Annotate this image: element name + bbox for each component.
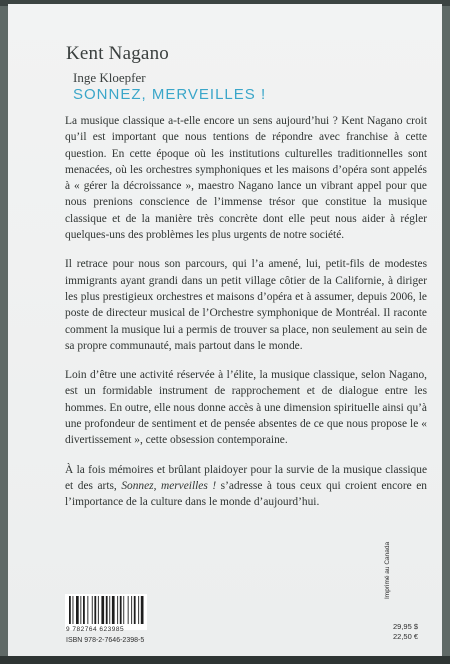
isbn-number: ISBN 978-2-7646-2398-5 [66, 637, 145, 644]
printed-in-label: Imprimé au Canada [384, 541, 391, 599]
blurb-paragraph-2: Il retrace pour nous son parcours, qui l’a amené, lui, petit-fils de modestes immigrants ayant grandi dans un petit village côtier de la Californie, à diriger les plus prestigieux orchestres et maisons d’opéra et à assumer, depuis 2006, le poste de directeur musical de l’Orchestre symphonique de Montréal. Il raconte comment la musique lui a permis de trouver sa place, non seulement au sein de sa propre communauté, mais partout dans le monde. [65, 258, 427, 352]
blurb-text [65, 113, 427, 511]
price-cad: 29,95 $ [393, 622, 419, 631]
bottom-edge [0, 656, 450, 664]
book-back-cover [8, 4, 442, 658]
blurb-paragraph-4 [65, 462, 427, 511]
barcode [65, 594, 147, 630]
blurb-paragraph-1: La musique classique a-t-elle encore un sens aujourd’hui ? Kent Nagano croit qu’il est important que nous tentions de répondre avec franchise à cette question. En cette époque où les institutions culturelles traditionnelles sont menacées, où les orchestres symphoniques et les maisons d’opéra sont appelés à « gérer la décroissance », maestro Nagano lance un vibrant appel pour que nous prenions conscience de l’immense trésor que constitue la musique classique et de la manière très concrète dont elle peut nous aider à régler quelques-uns des problèmes les plus urgents de notre société. [65, 115, 427, 242]
price-eur: 22,50 € [393, 632, 419, 641]
coauthor-name: Inge Kloepfer [73, 70, 146, 85]
barcode-number: 9 782764 623985 [66, 626, 125, 633]
barcode-graphic [65, 594, 147, 628]
p4-start: À la fois mémoires et brûlant plaidoyer pour la survie de la musique classique et des arts, [65, 463, 427, 492]
p4-end: s’adresse à tous ceux qui croient encore en l’importance de la culture dans le monde d’aujourd’hui. [65, 479, 427, 509]
blurb-paragraph-3: Loin d’être une activité réservée à l’élite, la musique classique, selon Nagano, est un formidable instrument de rapprochement et de dialogue entre les hommes. En outre, elle nous donne accès à une dimension spirituelle ainsi qu’à une profondeur de sentiment et de pensée absentes de ce que nous propose le « divertissement », cette obsession contemporaine. [65, 369, 427, 447]
author-name: Kent Nagano [66, 43, 169, 64]
book-title: SONNEZ, MERVEILLES ! [73, 86, 267, 103]
p4-title-italic: Sonnez, merveilles ! [121, 479, 217, 492]
